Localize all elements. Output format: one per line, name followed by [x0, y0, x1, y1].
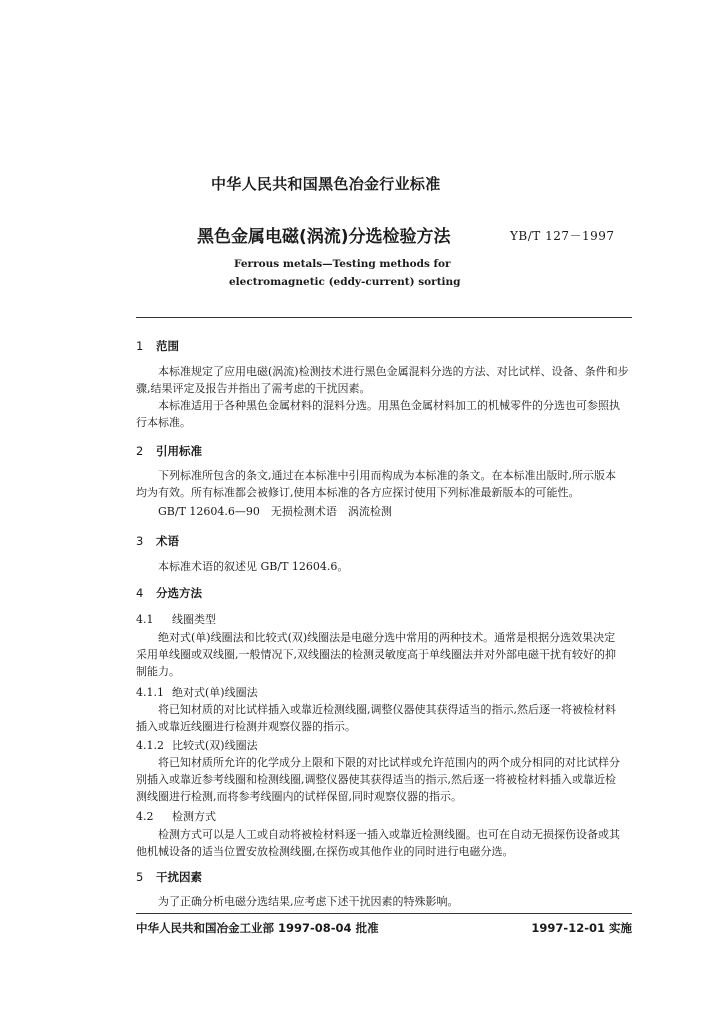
- subsection-4-2-paragraph: [136, 826, 632, 860]
- subsection-4-2-heading: [136, 808, 216, 824]
- section-title: 引用标准: [156, 444, 202, 458]
- section-1-paragraph-1: [136, 363, 632, 431]
- approval-line: 中华人民共和国冶金工业部 1997-08-04 批准: [136, 921, 379, 935]
- text-line: 别插入或靠近参考线圈和检测线圈,调整仪器使其获得适当的指示,然后逐一将被检材料插入或靠近检: [136, 773, 616, 786]
- header-divider: [136, 317, 632, 318]
- text-line: 本标准规定了应用电磁(涡流)检测技术进行黑色金属混料分选的方法、对比试样、设备、条件和步: [158, 365, 629, 378]
- section-number: 4: [136, 586, 144, 600]
- subsection-number: 4.1: [136, 613, 154, 626]
- text-line: 测线圈进行检测,而将参考线圈内的试样保留,同时观察仪器的指示。: [136, 790, 462, 803]
- subsection-4-1-paragraph: [136, 629, 632, 680]
- subsection-4-1-heading: [136, 611, 216, 627]
- text-line: 下列标准所包含的条文,通过在本标准中引用而构成为本标准的条文。在本标准出版时,所示版本: [158, 469, 616, 482]
- subsection-number: 4.1.2: [136, 739, 164, 752]
- text-line: 将已知材质所允许的化学成分上限和下限的对比试样或允许范围内的两个成分相同的对比试样分: [158, 756, 620, 769]
- section-number: 1: [136, 339, 144, 353]
- section-3-paragraph: [136, 558, 632, 575]
- subsection-4-1-1-paragraph: [136, 701, 632, 735]
- text-line: 骤,结果评定及报告并指出了需考虑的干扰因素。: [136, 382, 371, 395]
- title-english-line1: Ferrous metals—Testing methods for: [234, 258, 451, 270]
- subsection-4-1-2-paragraph: [136, 754, 632, 805]
- footer-divider: [136, 913, 632, 914]
- text-line: 行本标准。: [136, 416, 191, 429]
- section-5-heading: [136, 869, 202, 885]
- subsection-4-1-2-heading: [136, 737, 258, 753]
- section-2-paragraph: [136, 467, 632, 520]
- text-line: 本标准术语的叙述见 GB/T 12604.6。: [158, 560, 349, 573]
- section-title: 分选方法: [156, 586, 202, 600]
- text-line: 绝对式(单)线圈法和比较式(双)线圈法是电磁分选中常用的两种技术。通常是根据分选效果决定: [158, 631, 616, 644]
- subsection-4-1-1-heading: [136, 684, 258, 700]
- text-line: 为了正确分析电磁分选结果,应考虑下述干扰因素的特殊影响。: [158, 895, 459, 908]
- section-title: 干扰因素: [156, 870, 202, 884]
- section-number: 3: [136, 534, 144, 548]
- text-line: 采用单线圈或双线圈,一般情况下,双线圈法的检测灵敏度高于单线圈法并对外部电磁干扰有较好的抑: [136, 648, 616, 661]
- text-line: 均为有效。所有标准都会被修订,使用本标准的各方应探讨使用下列标准最新版本的可能性。: [136, 486, 580, 499]
- text-line: 本标准适用于各种黑色金属材料的混料分选。用黑色金属材料加工的机械零件的分选也可参照执: [158, 399, 620, 412]
- reference-standard: GB/T 12604.6—90 无损检测术语 涡流检测: [158, 505, 392, 518]
- subsection-title: 绝对式(单)线圈法: [172, 686, 258, 699]
- standard-number: YB/T 127－1997: [510, 229, 615, 243]
- section-1-heading: [136, 338, 179, 354]
- text-line: 将已知材质的对比试样插入或靠近检测线圈,调整仪器使其获得适当的指示,然后逐一将被检材料: [158, 703, 616, 716]
- effective-date: 1997-12-01 实施: [531, 921, 632, 935]
- text-line: 插入或靠近线圈进行检测并观察仪器的指示。: [136, 720, 356, 733]
- text-line: 他机械设备的适当位置安放检测线圈,在探伤或其他作业的同时进行电磁分选。: [136, 845, 514, 858]
- section-4-heading: [136, 585, 202, 601]
- section-5-paragraph: [136, 893, 632, 910]
- subsection-title: 比较式(双)线圈法: [172, 739, 258, 752]
- title-english-line2: electromagnetic (eddy-current) sorting: [229, 276, 461, 288]
- subsection-title: 线圈类型: [172, 613, 216, 626]
- section-number: 5: [136, 870, 144, 884]
- section-title: 术语: [156, 534, 179, 548]
- section-number: 2: [136, 444, 144, 458]
- document-title: 黑色金属电磁(涡流)分选检验方法: [197, 227, 451, 247]
- section-title: 范围: [156, 339, 179, 353]
- standard-category: 中华人民共和国黑色冶金行业标准: [211, 175, 441, 193]
- section-2-heading: [136, 443, 202, 459]
- text-line: 制能力。: [136, 665, 180, 678]
- subsection-number: 4.1.1: [136, 686, 164, 699]
- subsection-number: 4.2: [136, 810, 154, 823]
- section-3-heading: [136, 533, 179, 549]
- subsection-title: 检测方式: [172, 810, 216, 823]
- text-line: 检测方式可以是人工或自动将被检材料逐一插入或靠近检测线圈。也可在自动无损探伤设备或其: [158, 828, 620, 841]
